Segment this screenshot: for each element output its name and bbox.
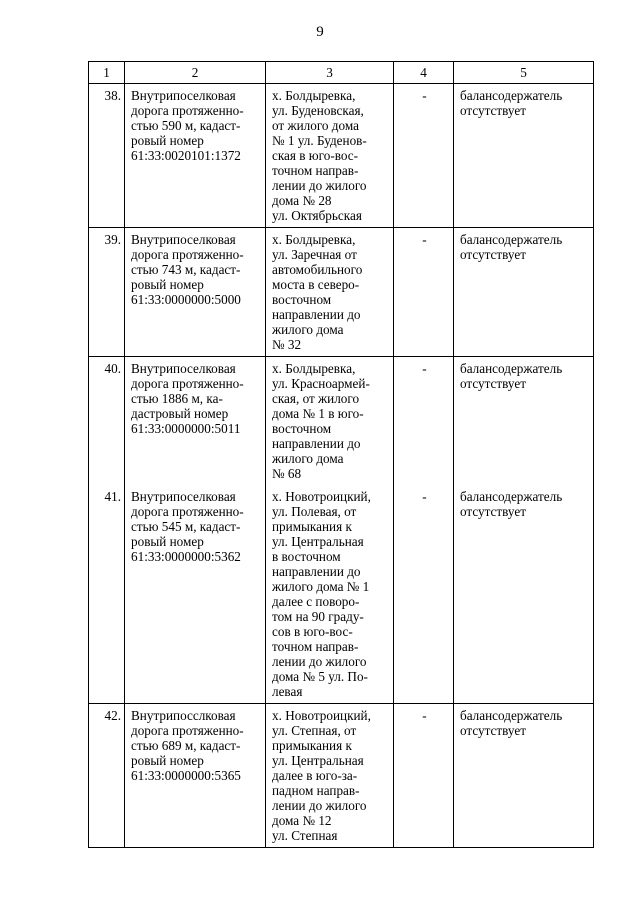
cell-text-line: лении до жилого — [272, 654, 367, 669]
cell-text-line: х. Болдыревка, — [272, 232, 356, 247]
cell-text-line: ул. Красноармей- — [272, 376, 370, 391]
cell-text-line: ровый номер — [131, 534, 204, 549]
object-name-cell — [125, 228, 266, 357]
balance-holder-cell — [454, 228, 594, 357]
cell-text-line: ул. Степная — [272, 828, 338, 843]
cell-text-line: балансодержатель — [460, 88, 563, 103]
cell-text-line: ул. Буденовская, — [272, 103, 364, 118]
cell-text-line: дастровый номер — [131, 406, 229, 421]
cell-text-line: № 1 ул. Буденов- — [272, 133, 367, 148]
cell-text-line: направлении до — [272, 436, 361, 451]
cell-text-line: х. Новотроицкий, — [272, 489, 371, 504]
cell-text-line: балансодержатель — [460, 361, 563, 376]
column4-cell: - — [394, 84, 454, 228]
object-name-cell — [125, 704, 266, 848]
cell-text-line: отсутствует — [460, 504, 526, 519]
cell-text-line: Внутрипосслковая — [131, 708, 236, 723]
column4-cell: - — [394, 485, 454, 704]
balance-holder-cell — [454, 485, 594, 704]
balance-holder-cell — [454, 357, 594, 486]
cell-text-line: жилого дома № 1 — [272, 579, 370, 594]
cell-text-line: восточном — [272, 421, 332, 436]
table-row — [89, 84, 594, 228]
row-number-cell: 38. — [89, 84, 125, 228]
cell-text-line: 61:33:0000000:5362 — [131, 549, 241, 564]
cell-text-line: дорога протяженно- — [131, 723, 244, 738]
cell-text-line: автомобильного — [272, 262, 363, 277]
row-number-cell: 40. — [89, 357, 125, 486]
balance-holder-cell — [454, 704, 594, 848]
cell-text-line: 61:33:0000000:5011 — [131, 421, 241, 436]
balance-holder-cell — [454, 84, 594, 228]
cell-text-line: 61:33:0000000:5365 — [131, 768, 241, 783]
cell-text-line: ровый номер — [131, 753, 204, 768]
page-number: 9 — [316, 24, 324, 40]
location-cell — [266, 357, 394, 486]
cell-text-line: ул. Степная, от — [272, 723, 357, 738]
cell-text-line: х. Новотроицкий, — [272, 708, 371, 723]
cell-text-line: дорога протяженно- — [131, 504, 244, 519]
cell-text-line: направлении до — [272, 307, 361, 322]
location-cell — [266, 485, 394, 704]
cell-text-line: примыкания к — [272, 738, 352, 753]
location-cell — [266, 228, 394, 357]
cell-text-line: лении до жилого — [272, 798, 367, 813]
register-table — [88, 61, 594, 848]
cell-text-line: ская, от жилого — [272, 391, 360, 406]
row-number-cell: 41. — [89, 485, 125, 704]
cell-text-line: отсутствует — [460, 723, 526, 738]
cell-text-line: ровый номер — [131, 277, 204, 292]
cell-text-line: далее с поворо- — [272, 594, 360, 609]
cell-text-line: отсутствует — [460, 247, 526, 262]
cell-text-line: восточном — [272, 292, 332, 307]
cell-text-line: ровый номер — [131, 133, 204, 148]
table-row — [89, 704, 594, 848]
table-header-row — [89, 62, 594, 84]
cell-text-line: стью 1886 м, ка- — [131, 391, 223, 406]
row-number-cell: 42. — [89, 704, 125, 848]
column-header: 4 — [394, 62, 454, 84]
cell-text-line: падном направ- — [272, 783, 360, 798]
column4-cell: - — [394, 228, 454, 357]
column-header: 3 — [266, 62, 394, 84]
column4-cell: - — [394, 357, 454, 486]
column-header: 2 — [125, 62, 266, 84]
row-number-cell: 39. — [89, 228, 125, 357]
cell-text-line: 61:33:0000000:5000 — [131, 292, 241, 307]
cell-text-line: № 32 — [272, 337, 302, 352]
cell-text-line: ул. Октябрьская — [272, 208, 362, 223]
cell-text-line: ул. Центральная — [272, 753, 364, 768]
cell-text-line: ул. Центральная — [272, 534, 364, 549]
cell-text-line: жилого дома — [272, 451, 344, 466]
cell-text-line: дома № 28 — [272, 193, 332, 208]
cell-text-line: стью 743 м, кадаст- — [131, 262, 241, 277]
cell-text-line: № 68 — [272, 466, 302, 481]
cell-text-line: направлении до — [272, 564, 361, 579]
cell-text-line: стью 545 м, кадаст- — [131, 519, 241, 534]
cell-text-line: далее в юго-за- — [272, 768, 358, 783]
table-row — [89, 485, 594, 704]
column-header: 5 — [454, 62, 594, 84]
cell-text-line: сов в юго-вос- — [272, 624, 353, 639]
cell-text-line: ул. Заречная от — [272, 247, 357, 262]
cell-text-line: левая — [272, 684, 303, 699]
cell-text-line: Внутрипоселковая — [131, 88, 236, 103]
cell-text-line: Внутрипоселковая — [131, 489, 236, 504]
cell-text-line: х. Болдыревка, — [272, 88, 356, 103]
table-row — [89, 228, 594, 357]
cell-text-line: х. Болдыревка, — [272, 361, 356, 376]
object-name-cell — [125, 84, 266, 228]
cell-text-line: дома № 1 в юго- — [272, 406, 364, 421]
cell-text-line: Внутрипоселковая — [131, 232, 236, 247]
cell-text-line: дома № 12 — [272, 813, 332, 828]
object-name-cell — [125, 485, 266, 704]
cell-text-line: балансодержатель — [460, 489, 563, 504]
column-header: 1 — [89, 62, 125, 84]
cell-text-line: точном направ- — [272, 163, 359, 178]
cell-text-line: примыкания к — [272, 519, 352, 534]
cell-text-line: ская в юго-вос- — [272, 148, 359, 163]
cell-text-line: в восточном — [272, 549, 341, 564]
cell-text-line: Внутрипоселковая — [131, 361, 236, 376]
cell-text-line: моста в северо- — [272, 277, 360, 292]
cell-text-line: балансодержатель — [460, 232, 563, 247]
cell-text-line: дома № 5 ул. По- — [272, 669, 368, 684]
cell-text-line: лении до жилого — [272, 178, 367, 193]
cell-text-line: точном направ- — [272, 639, 359, 654]
location-cell — [266, 84, 394, 228]
cell-text-line: стью 689 м, кадаст- — [131, 738, 241, 753]
table-row — [89, 357, 594, 486]
cell-text-line: отсутствует — [460, 103, 526, 118]
location-cell — [266, 704, 394, 848]
cell-text-line: ул. Полевая, от — [272, 504, 357, 519]
cell-text-line: 61:33:0020101:1372 — [131, 148, 241, 163]
cell-text-line: дорога протяженно- — [131, 103, 244, 118]
object-name-cell — [125, 357, 266, 486]
cell-text-line: жилого дома — [272, 322, 344, 337]
cell-text-line: отсутствует — [460, 376, 526, 391]
cell-text-line: том на 90 граду- — [272, 609, 364, 624]
cell-text-line: дорога протяженно- — [131, 376, 244, 391]
cell-text-line: дорога протяженно- — [131, 247, 244, 262]
cell-text-line: балансодержатель — [460, 708, 563, 723]
cell-text-line: от жилого дома — [272, 118, 359, 133]
cell-text-line: стью 590 м, кадаст- — [131, 118, 241, 133]
column4-cell: - — [394, 704, 454, 848]
